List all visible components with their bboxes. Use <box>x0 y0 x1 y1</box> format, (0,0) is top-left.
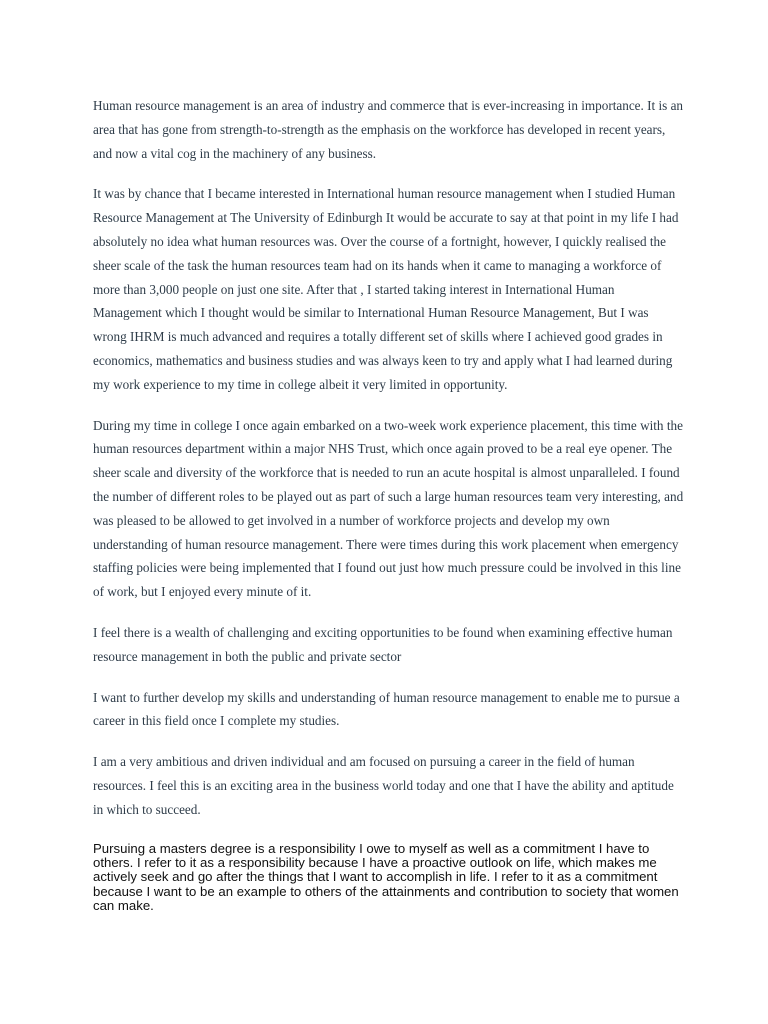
paragraph-opportunities: I feel there is a wealth of challenging and exciting opportunities to be found when examining effective human resource management in both the public and private sector <box>93 624 673 664</box>
paragraph-develop-skills: I want to further develop my skills and understanding of human resource management to enable me to pursue a career in this field once I complete my studies. <box>93 689 680 729</box>
paragraph-interest: It was by chance that I became interested in International human resource management when I studied Human Resource Management at The University of Edinburgh It would be accurate to say at that point in my life I had absolutely no idea what human resources was. Over the course of a fortnight, however, I quickly realised the sheer scale of the task the human resources team had on its hands when it came to managing a workforce of more than 3,000 people on just one site. After that , I started taking interest in International Human Management which I thought would be similar to International Human Resource Management, But I was wrong IHRM is much advanced and requires a totally different set of skills where I achieved good grades in economics, mathematics and business studies and was always keen to try and apply what I had learned during my work experience to my time in college albeit it very limited in opportunity. <box>93 186 679 392</box>
paragraph-intro: Human resource management is an area of industry and commerce that is ever-increasing in importance. It is an area that has gone from strength-to-strength as the emphasis on the workforce has developed in recent years, and now a vital cog in the machinery of any business. <box>93 98 684 161</box>
paragraph-masters-degree: Pursuing a masters degree is a responsibility I owe to myself as well as a commitment I have to others. I refer to it as a responsibility because I have a proactive outlook on life, which makes me actively seek and go after the things that I want to accomplish in life. I refer to it as a commitment because I want to be an example to others of the attainments and contribution to society that women can make. <box>93 840 679 914</box>
paragraph-college-placement: During my time in college I once again embarked on a two-week work experience placement, this time with the human resources department within a major NHS Trust, which once again proved to be a real eye opener. The sheer scale and diversity of the workforce that is needed to run an acute hospital is almost unparalleled. I found the number of different roles to be played out as part of such a large human resources team very interesting, and was pleased to be allowed to get involved in a number of workforce projects and develop my own understanding of human resource management. There were times during this work placement when emergency staffing policies were being implemented that I found out just how much pressure could be involved in this line of work, but I enjoyed every minute of it. <box>93 417 684 600</box>
document-body <box>93 94 685 914</box>
paragraph-ambition: I am a very ambitious and driven individual and am focused on pursuing a career in the field of human resources. I feel this is an exciting area in the business world today and one that I have the ability and aptitude in which to succeed. <box>93 754 674 817</box>
